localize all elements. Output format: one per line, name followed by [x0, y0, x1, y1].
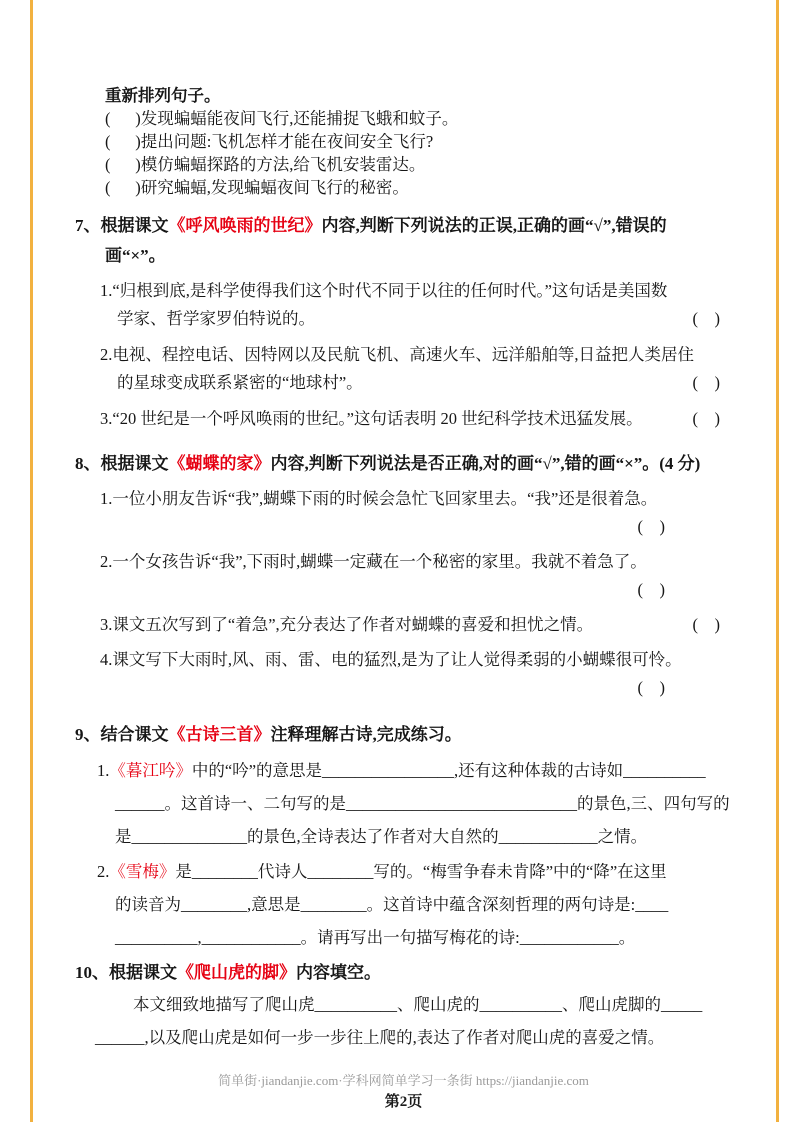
q7-stem-line2: 画“×”。	[105, 246, 166, 265]
q6-item-1: ( )发现蝙蝠能夜间飞行,还能捕捉飞蛾和蚊子。	[105, 109, 459, 128]
q9-item-2-line-2: 的读音为________,意思是________。这首诗中蕴含深刻哲理的两句诗是:____	[115, 895, 669, 914]
q7-item-2-line-1: 2.电视、程控电话、因特网以及民航飞机、高速火车、远洋船舶等,日益把人类居住	[100, 345, 694, 364]
q7-item-3	[75, 405, 745, 433]
q9-items	[75, 754, 745, 954]
question-10-section	[75, 958, 745, 1054]
answer-bracket: ( )	[692, 309, 720, 328]
q9-course-title: 《古诗三首》	[168, 725, 271, 744]
page-footer	[0, 1072, 807, 1112]
q7-item-1	[75, 277, 745, 333]
q8-stem-pre: 8、根据课文	[75, 454, 169, 473]
q8-item-2	[75, 548, 745, 604]
q8-item-2-bracket-line	[100, 576, 745, 604]
page-number: 第2页	[384, 1094, 423, 1110]
answer-bracket: ( )	[692, 373, 720, 392]
q7-stem-post: 内容,判断下列说法的正误,正确的画“√”,错误的	[321, 216, 667, 235]
q8-item-3-text: 3.课文五次写到了“着急”,充分表达了作者对蝴蝶的喜爱和担忧之情。	[100, 615, 594, 634]
q7-item-1-text: 学家、哲学家罗伯特说的。	[117, 309, 315, 328]
q6-item-2: ( )提出问题:飞机怎样才能在夜间安全飞行?	[105, 132, 434, 151]
q9-item-2-text: 是________代诗人________写的。“梅雪争春未肯降”中的“降”在这里	[175, 862, 667, 881]
q8-item-4	[75, 646, 745, 702]
q8-stem-post: 内容,判断下列说法是否正确,对的画“√”,错的画“×”。(4 分)	[270, 454, 701, 473]
answer-bracket: ( )	[692, 615, 720, 634]
q9-item-1	[75, 754, 745, 853]
q9-item-1-line-2: ______。这首诗一、二句写的是____________________________的景色,三、四句写的	[115, 794, 730, 813]
q8-item-4-line-1: 4.课文写下大雨时,风、雨、雷、电的猛烈,是为了让人觉得柔弱的小蝴蝶很可怜。	[100, 650, 682, 669]
answer-bracket: ( )	[637, 678, 665, 697]
q9-stem-post: 注释理解古诗,完成练习。	[270, 725, 462, 744]
q9-stem-pre: 9、结合课文	[75, 725, 169, 744]
answer-bracket: ( )	[637, 580, 665, 599]
q9-poem-title-mujiangyin: 《暮江吟》	[109, 761, 192, 780]
q8-item-3	[75, 611, 745, 639]
q6-heading: 重新排列句子。	[105, 86, 221, 105]
q6-item-3: ( )模仿蝙蝠探路的方法,给飞机安装雷达。	[105, 155, 426, 174]
footer-watermark: 简单街·jiandanjie.com·学科网简单学习一条街 https://jiandanjie.com	[218, 1073, 589, 1088]
q8-item-1	[75, 485, 745, 541]
q10-body-line-1: 本文细致地描写了爬山虎__________、爬山虎的__________、爬山虎脚的_____	[133, 995, 703, 1014]
q10-course-title: 《爬山虎的脚》	[177, 963, 296, 982]
answer-bracket: ( )	[692, 409, 720, 428]
q7-item-2	[75, 341, 745, 397]
q9-item-2-line-3: __________,____________。请再写出一句描写梅花的诗:____________。	[115, 928, 636, 947]
q7-items	[75, 277, 745, 433]
question-9-section	[75, 720, 745, 954]
q6-item-4: ( )研究蝙蝠,发现蝙蝠夜间飞行的秘密。	[105, 178, 409, 197]
q7-item-2-line-2	[117, 369, 745, 397]
q8-item-2-line-1: 2.一个女孩告诉“我”,下雨时,蝴蝶一定藏在一个秘密的家里。我就不着急了。	[100, 552, 647, 571]
question-7-section	[75, 211, 745, 433]
q7-item-2-text: 的星球变成联系紧密的“地球村”。	[117, 373, 363, 392]
q8-items	[75, 485, 745, 702]
question-6-section	[75, 84, 745, 199]
q10-body-line-2: ______,以及爬山虎是如何一步一步往上爬的,表达了作者对爬山虎的喜爱之情。	[95, 1028, 665, 1047]
q9-item-1-text: 中的“吟”的意思是________________,还有这种体裁的古诗如__________	[191, 761, 706, 780]
q7-item-3-text: 3.“20 世纪是一个呼风唤雨的世纪。”这句话表明 20 世纪科学技术迅猛发展。	[100, 409, 643, 428]
page-border-left	[30, 0, 33, 1122]
answer-bracket: ( )	[637, 517, 665, 536]
q9-stem	[75, 720, 745, 750]
q9-item-2-number: 2.	[97, 862, 110, 881]
q7-item-1-line-2	[117, 305, 745, 333]
q7-item-3-line-1	[100, 405, 745, 433]
page-border-right	[776, 0, 779, 1122]
q9-item-1-number: 1.	[97, 761, 110, 780]
q8-item-1-bracket-line	[100, 513, 745, 541]
q8-item-1-line-1: 1.一位小朋友告诉“我”,蝴蝶下雨的时候会急忙飞回家里去。“我”还是很着急。	[100, 489, 658, 508]
q10-stem-pre: 10、根据课文	[75, 963, 177, 982]
question-8-section	[75, 449, 745, 702]
q9-item-2-line-1	[97, 855, 745, 888]
q10-stem-post: 内容填空。	[296, 963, 381, 982]
q7-item-1-line-1: 1.“归根到底,是科学使得我们这个时代不同于以往的任何时代。”这句话是美国数	[100, 281, 668, 300]
q8-course-title: 《蝴蝶的家》	[168, 454, 271, 473]
q7-stem-pre: 7、根据课文	[75, 216, 169, 235]
q8-item-4-bracket-line	[100, 674, 745, 702]
q9-item-2	[75, 855, 745, 954]
q9-item-1-line-1	[97, 754, 745, 787]
q9-poem-title-xuemei: 《雪梅》	[109, 862, 176, 881]
q10-stem	[75, 958, 745, 988]
q8-item-3-line-1	[100, 611, 745, 639]
q7-stem	[75, 211, 745, 241]
q8-stem	[75, 449, 745, 479]
q7-course-title: 《呼风唤雨的世纪》	[168, 216, 322, 235]
q9-item-1-line-3: 是______________的景色,全诗表达了作者对大自然的____________之情。	[115, 827, 648, 846]
